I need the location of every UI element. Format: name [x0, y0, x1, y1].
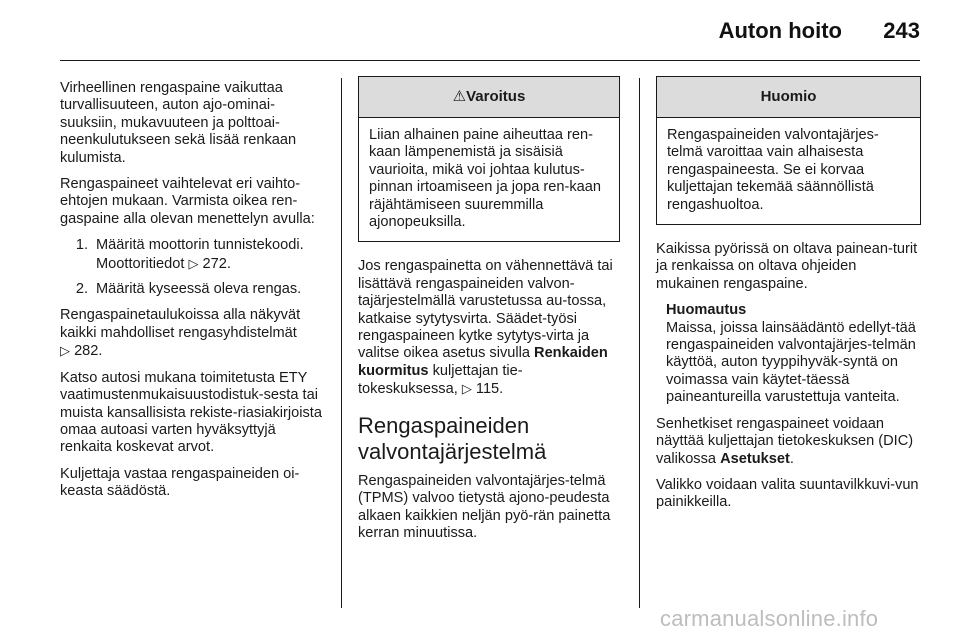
- list-item: [60, 237, 328, 273]
- paragraph: Senhetkiset rengaspaineet voidaan näyttää kuljettajan tietokeskuksen (DIC) valikossa Asetukset.: [656, 415, 914, 467]
- list-number: 1.: [75, 237, 88, 254]
- menu-name: Asetukset: [720, 450, 790, 467]
- remark-body: Maissa, joissa lainsäädäntö edellyt-tää rengaspaineiden valvontajärjes-telmän käyttöä, auton tyyppihyväk-syntä on voimassa vain käytet-täessä paineantureilla varustettuja vanteita.: [666, 319, 916, 406]
- header-divider: [60, 60, 920, 61]
- paragraph: Rengaspainetaulukoissa alla näkyvät kaikki mahdolliset rengasyhdistelmät ▷ 282.: [60, 307, 301, 360]
- paragraph: Jos rengaspainetta on vähennettävä tai lisättävä rengaspaineiden valvon-tajärjestelmällä varustetussa au-tossa, katkaise sytytysvirta. Säädet-työsi rengaspaineen kytke sytytys-virta ja valitse oikea asetus sivulla Renkaiden kuormitus kuljettajan tie-tokeskuksessa, ▷ 115.: [358, 258, 613, 398]
- column-2: [358, 80, 620, 551]
- page-number: 243: [883, 18, 920, 43]
- column-divider-1: [341, 78, 342, 608]
- paragraph: Virheellinen rengaspaine vaikuttaa turvallisuuteen, auton ajo-ominai-suuksiin, mukavuuteen ja polttoai-neenkulutukseen sekä lisää renkaan kulumista.: [60, 80, 297, 166]
- list-number: 2.: [75, 281, 88, 298]
- paragraph: Kaikissa pyörissä on oltava painean-turit ja renkaissa on oltava ohjeiden mukainen rengaspaine.: [656, 241, 918, 292]
- column-3: [656, 80, 921, 521]
- page-ref-icon: ▷: [60, 343, 70, 359]
- paragraph: Valikko voidaan valita suuntavilkkuvi-vun painikkeilla.: [656, 476, 919, 511]
- warning-title: Varoitus: [466, 88, 526, 105]
- column-1: [60, 80, 328, 510]
- page-ref[interactable]: 282.: [74, 343, 103, 360]
- list-text: Määritä moottorin tunnistekoodi. Moottoritiedot: [96, 237, 304, 272]
- section-title: Auton hoito: [718, 18, 842, 43]
- warning-box: [358, 76, 620, 242]
- page-ref[interactable]: 272.: [202, 255, 231, 272]
- menu-name: Renkaiden kuormitus: [358, 345, 608, 379]
- page-ref-icon: ▷: [461, 381, 472, 397]
- paragraph: Kuljettaja vastaa rengaspaineiden oi-keasta säädöstä.: [60, 465, 300, 500]
- paragraph: Rengaspaineet vaihtelevat eri vaihto-ehtojen mukaan. Varmista oikea ren-gaspaine alla olevan menettelyn avulla:: [60, 176, 315, 227]
- section-heading: Rengaspaineiden valvontajärjestelmä: [358, 412, 547, 464]
- remark: [656, 302, 921, 406]
- steps-list: [60, 237, 328, 298]
- note-box: [656, 76, 921, 225]
- watermark: carmanualsonline.info: [660, 606, 879, 631]
- note-body: Rengaspaineiden valvontajärjes-telmä varoittaa vain alhaisesta rengaspaineesta. Se ei korvaa kuljettajan tekemää säännöllistä rengashuoltoa.: [667, 127, 879, 213]
- list-item: [60, 281, 328, 298]
- page-header: [0, 0, 960, 62]
- page-ref-icon: ▷: [188, 255, 199, 271]
- warning-body: Liian alhainen paine aiheuttaa ren-kaan lämpenemistä ja sisäisiä vaurioita, mikä voi johtaa kulutus-pinnan irtoamiseen ja jopa ren-kaan räjähtämiseen suuremmilla ajonopeuksilla.: [369, 127, 602, 231]
- remark-title: Huomautus: [666, 302, 747, 319]
- paragraph: Katso autosi mukana toimitetusta ETY vaatimustenmukaisuustodistuk-sesta tai muista kansallisista rekiste-riasiakirjoista omaa autoasi varten hyväksyttyjä renkaita koskevat arvot.: [60, 369, 322, 456]
- list-text: Määritä kyseessä oleva rengas.: [96, 281, 302, 298]
- note-header: Huomio: [657, 77, 920, 118]
- paragraph: Rengaspaineiden valvontajärjes-telmä (TPMS) valvoo tietystä ajono-peudesta alkaen kaikkien neljän pyö-rän painetta kerran minuutissa.: [358, 472, 611, 541]
- warning-header: [359, 77, 619, 118]
- page-ref[interactable]: 115.: [475, 381, 504, 398]
- column-divider-2: [639, 78, 640, 608]
- warning-triangle-icon: ⚠: [452, 88, 467, 105]
